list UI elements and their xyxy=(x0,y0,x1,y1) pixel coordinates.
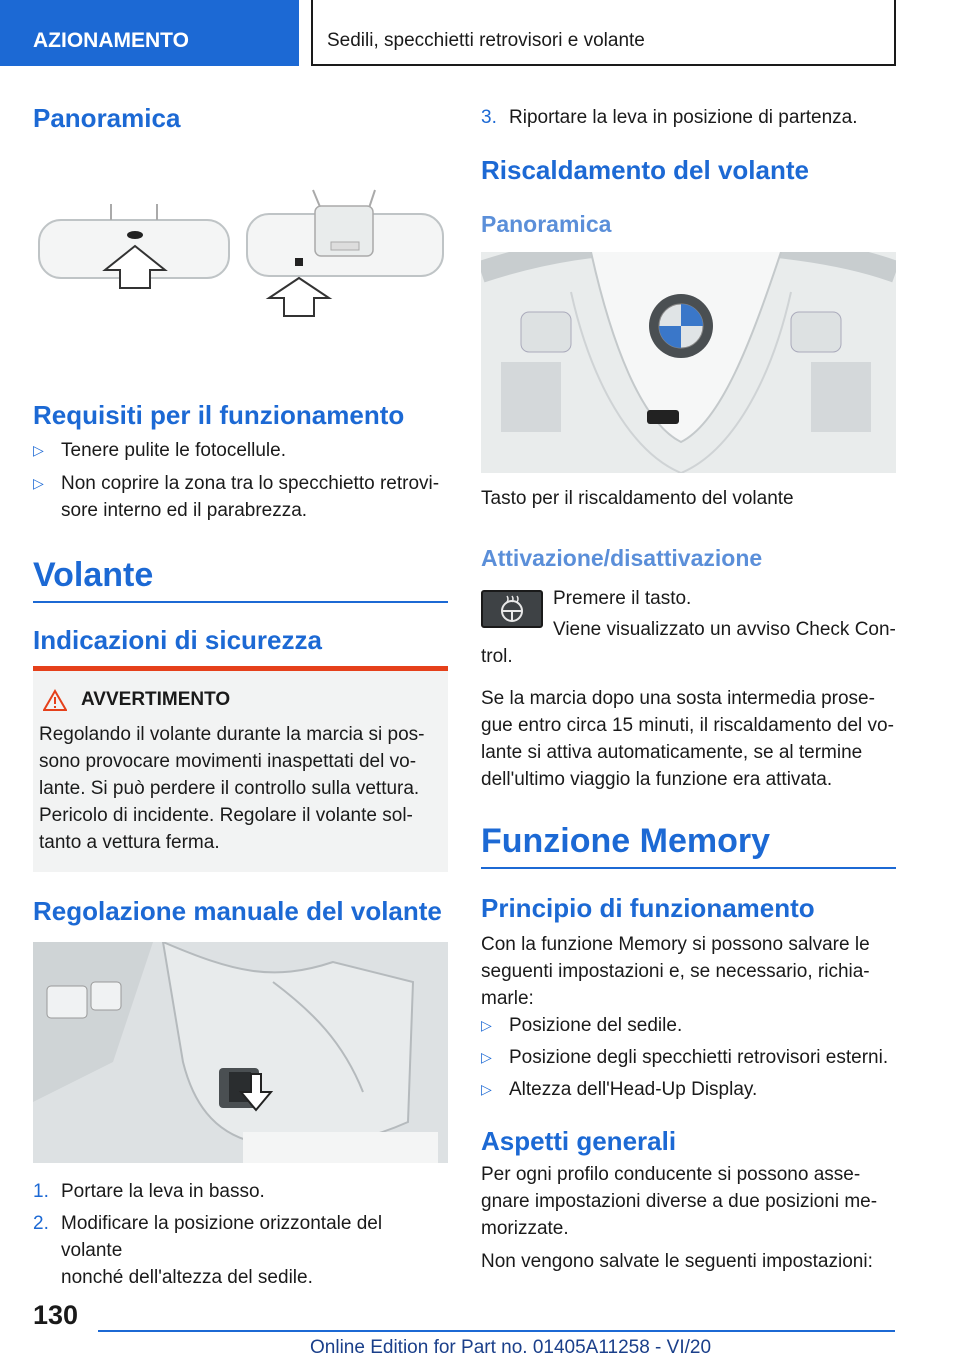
principio-heading: Principio di funzionamento xyxy=(481,893,815,923)
bullet-icon: ▷ xyxy=(481,1017,492,1033)
edition-text: Online Edition for Part no. 01405A11258 - VI/20 xyxy=(310,1337,712,1358)
attivazione-text-1: Premere il tasto. xyxy=(553,588,692,609)
panoramica-heading: Panoramica xyxy=(33,103,181,133)
page-header xyxy=(0,0,960,66)
regolazione-heading: Regolazione manuale del volante xyxy=(33,896,442,926)
heating-button[interactable] xyxy=(481,590,543,628)
page-number: 130 xyxy=(33,1300,79,1330)
steering-heat-icon xyxy=(483,592,541,626)
warning-title: AVVERTIMENTO xyxy=(81,689,231,710)
nonsalvate-text: Non vengono salvate le seguenti impostazioni: xyxy=(481,1251,873,1272)
footer-divider xyxy=(98,1330,895,1332)
attivazione-heading: Attivazione/disattivazione xyxy=(481,545,763,571)
warning-triangle-icon xyxy=(43,689,67,711)
aspetti-paragraph: Per ogni profilo conducente si possono asse- gnare impostazioni diverse a due posizioni me- morizzate. xyxy=(481,1164,878,1239)
bullet-icon: ▷ xyxy=(33,475,44,491)
list-item: ▷ Non coprire la zona tra lo specchietto retrovi- sore interno ed il parabrezza. xyxy=(33,470,448,524)
list-item: ▷ Posizione del sedile. xyxy=(481,1012,896,1039)
step-item: 2. Modificare la posizione orizzontale del volante nonché dell'altezza del sedile. xyxy=(33,1213,383,1288)
bullet-icon: ▷ xyxy=(33,442,44,458)
bullet-icon: ▷ xyxy=(481,1081,492,1097)
list-item: ▷ Altezza dell'Head-Up Display. xyxy=(481,1076,896,1103)
aspetti-heading: Aspetti generali xyxy=(481,1126,677,1156)
attivazione-text-2: Viene visualizzato un avviso Check Con- xyxy=(553,619,896,640)
step-item: 3. Riportare la leva in posizione di partenza. xyxy=(481,107,858,128)
principio-paragraph: Con la funzione Memory si possono salvare le seguenti impostazioni e, se necessario, richia- marle: xyxy=(481,934,870,1009)
attivazione-text-3: trol. xyxy=(481,646,513,667)
memory-heading: Funzione Memory xyxy=(481,822,896,869)
panoramica-subheading: Panoramica xyxy=(481,211,612,237)
requisiti-heading: Requisiti per il funzionamento xyxy=(33,400,405,430)
warning-box xyxy=(33,666,448,872)
steering-wheel-figure xyxy=(481,252,896,473)
info-paragraph: Se la marcia dopo una sosta intermedia prose- gue entro circa 15 minuti, il riscaldamento del vo- lante si attiva automaticamente, se al termine dell'ultimo viaggio la funzione era attivata. xyxy=(481,688,894,790)
mirror-figure xyxy=(33,178,448,328)
riscaldamento-heading: Riscaldamento del volante xyxy=(481,155,809,185)
warning-text: Regolando il volante durante la marcia si pos- sono provocare movimenti inaspettati del vo- lante. Si può perdere il controllo sulla vettura. Pericolo di incidente. Regolare il volante sol- tanto a vettura ferma. xyxy=(39,724,425,853)
volante-heading: Volante xyxy=(33,556,448,603)
figure-caption: Tasto per il riscaldamento del volante xyxy=(481,488,794,509)
list-item: ▷ Posizione degli specchietti retrovisori esterni. xyxy=(481,1044,896,1071)
step-item: 1. Portare la leva in basso. xyxy=(33,1181,265,1202)
chapter-title: Sedili, specchietti retrovisori e volante xyxy=(311,0,896,66)
bullet-icon: ▷ xyxy=(481,1049,492,1065)
section-tab: AZIONAMENTO xyxy=(0,0,299,66)
steering-column-figure xyxy=(33,942,448,1163)
sicurezza-heading: Indicazioni di sicurezza xyxy=(33,625,322,655)
list-item: ▷ Tenere pulite le fotocellule. xyxy=(33,437,448,464)
